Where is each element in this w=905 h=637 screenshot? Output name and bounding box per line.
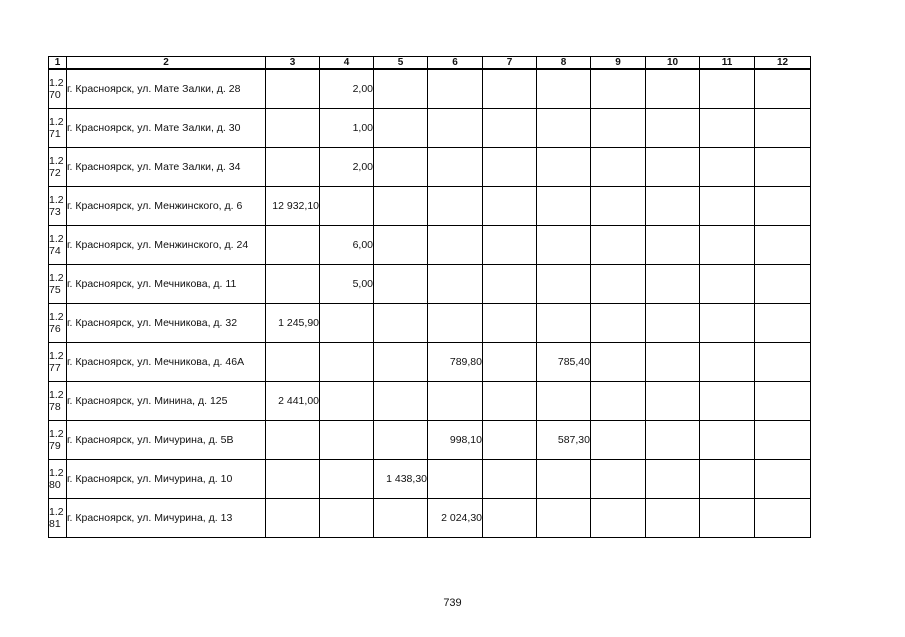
value-cell-7: [483, 109, 537, 148]
value-cell-10: [646, 265, 700, 304]
value-cell-5: [374, 226, 428, 265]
value-cell-5: [374, 187, 428, 226]
value-cell-4: 5,00: [320, 265, 374, 304]
value-cell-9: [591, 499, 646, 538]
address-cell: г. Красноярск, ул. Минина, д. 125: [67, 382, 266, 421]
value-cell-11: [700, 421, 755, 460]
value-cell-10: [646, 304, 700, 343]
row-index-top: 1.2: [49, 272, 64, 284]
address-cell: г. Красноярск, ул. Мате Залки, д. 28: [67, 69, 266, 109]
value-cell-7: [483, 421, 537, 460]
value-cell-9: [591, 343, 646, 382]
column-header-12: 12: [755, 57, 811, 70]
value-cell-4: [320, 421, 374, 460]
row-index-top: 1.2: [49, 77, 64, 89]
value-cell-11: [700, 148, 755, 187]
row-index-cell: [49, 304, 67, 343]
table-row: [49, 421, 811, 460]
table-row: [49, 343, 811, 382]
value-cell-7: [483, 69, 537, 109]
value-cell-4: [320, 304, 374, 343]
value-cell-5: [374, 421, 428, 460]
table-row: [49, 382, 811, 421]
row-index-top: 1.2: [49, 506, 64, 518]
value-cell-7: [483, 187, 537, 226]
row-index-cell: [49, 187, 67, 226]
value-cell-7: [483, 265, 537, 304]
column-header-10: 10: [646, 57, 700, 70]
column-header-2: 2: [67, 57, 266, 70]
value-cell-6: [428, 226, 483, 265]
row-index-cell: [49, 69, 67, 109]
column-header-4: 4: [320, 57, 374, 70]
value-cell-8: [537, 109, 591, 148]
value-cell-6: [428, 304, 483, 343]
value-cell-8: 587,30: [537, 421, 591, 460]
value-cell-3: [266, 226, 320, 265]
column-header-6: 6: [428, 57, 483, 70]
value-cell-3: [266, 499, 320, 538]
value-cell-9: [591, 148, 646, 187]
value-cell-7: [483, 148, 537, 187]
value-cell-11: [700, 265, 755, 304]
row-index-cell: [49, 343, 67, 382]
value-cell-11: [700, 382, 755, 421]
value-cell-3: 1 245,90: [266, 304, 320, 343]
value-cell-12: [755, 148, 811, 187]
value-cell-9: [591, 460, 646, 499]
value-cell-9: [591, 69, 646, 109]
data-table: [48, 56, 811, 538]
value-cell-4: 6,00: [320, 226, 374, 265]
table-row: [49, 69, 811, 109]
value-cell-5: 1 438,30: [374, 460, 428, 499]
value-cell-4: [320, 460, 374, 499]
page-number: 739: [443, 597, 462, 609]
row-index-bottom: 75: [49, 284, 61, 296]
column-header-11: 11: [700, 57, 755, 70]
row-index-bottom: 70: [49, 89, 61, 101]
table-row: [49, 460, 811, 499]
row-index-cell: [49, 421, 67, 460]
value-cell-10: [646, 421, 700, 460]
column-header-8: 8: [537, 57, 591, 70]
value-cell-10: [646, 69, 700, 109]
value-cell-11: [700, 343, 755, 382]
value-cell-12: [755, 343, 811, 382]
value-cell-9: [591, 421, 646, 460]
value-cell-4: 2,00: [320, 148, 374, 187]
value-cell-6: 998,10: [428, 421, 483, 460]
row-index-cell: [49, 382, 67, 421]
value-cell-3: [266, 460, 320, 499]
table-row: [49, 499, 811, 538]
value-cell-7: [483, 382, 537, 421]
value-cell-9: [591, 109, 646, 148]
value-cell-8: [537, 226, 591, 265]
value-cell-12: [755, 460, 811, 499]
value-cell-8: [537, 187, 591, 226]
value-cell-6: [428, 69, 483, 109]
value-cell-4: [320, 187, 374, 226]
value-cell-9: [591, 265, 646, 304]
value-cell-5: [374, 343, 428, 382]
value-cell-11: [700, 304, 755, 343]
value-cell-6: 789,80: [428, 343, 483, 382]
row-index-bottom: 78: [49, 401, 61, 413]
value-cell-10: [646, 148, 700, 187]
value-cell-3: [266, 265, 320, 304]
value-cell-6: [428, 265, 483, 304]
value-cell-12: [755, 265, 811, 304]
value-cell-11: [700, 499, 755, 538]
value-cell-5: [374, 109, 428, 148]
row-index-bottom: 79: [49, 440, 61, 452]
value-cell-4: 2,00: [320, 69, 374, 109]
table-body: [49, 69, 811, 538]
value-cell-5: [374, 304, 428, 343]
address-cell: г. Красноярск, ул. Мечникова, д. 11: [67, 265, 266, 304]
column-header-1: 1: [49, 57, 67, 70]
value-cell-12: [755, 226, 811, 265]
column-header-3: 3: [266, 57, 320, 70]
value-cell-10: [646, 499, 700, 538]
value-cell-8: [537, 304, 591, 343]
row-index-top: 1.2: [49, 428, 64, 440]
value-cell-5: [374, 69, 428, 109]
value-cell-6: [428, 187, 483, 226]
address-cell: г. Красноярск, ул. Мичурина, д. 13: [67, 499, 266, 538]
value-cell-7: [483, 460, 537, 499]
address-cell: г. Красноярск, ул. Менжинского, д. 6: [67, 187, 266, 226]
table-row: [49, 187, 811, 226]
row-index-top: 1.2: [49, 194, 64, 206]
value-cell-10: [646, 382, 700, 421]
row-index-top: 1.2: [49, 389, 64, 401]
row-index-cell: [49, 109, 67, 148]
value-cell-7: [483, 304, 537, 343]
value-cell-9: [591, 187, 646, 226]
column-header-7: 7: [483, 57, 537, 70]
row-index-top: 1.2: [49, 467, 64, 479]
row-index-bottom: 71: [49, 128, 61, 140]
value-cell-6: [428, 460, 483, 499]
row-index-cell: [49, 226, 67, 265]
table-row: [49, 304, 811, 343]
value-cell-4: [320, 499, 374, 538]
value-cell-8: [537, 499, 591, 538]
value-cell-3: [266, 148, 320, 187]
value-cell-5: [374, 148, 428, 187]
address-cell: г. Красноярск, ул. Мате Залки, д. 34: [67, 148, 266, 187]
row-index-top: 1.2: [49, 350, 64, 362]
value-cell-5: [374, 265, 428, 304]
value-cell-12: [755, 69, 811, 109]
row-index-bottom: 73: [49, 206, 61, 218]
header-row: [49, 57, 811, 70]
value-cell-8: [537, 265, 591, 304]
row-index-bottom: 80: [49, 479, 61, 491]
table-row: [49, 226, 811, 265]
row-index-cell: [49, 265, 67, 304]
row-index-bottom: 74: [49, 245, 61, 257]
value-cell-6: [428, 109, 483, 148]
value-cell-3: [266, 109, 320, 148]
value-cell-11: [700, 187, 755, 226]
value-cell-12: [755, 109, 811, 148]
value-cell-5: [374, 499, 428, 538]
value-cell-10: [646, 187, 700, 226]
value-cell-3: 12 932,10: [266, 187, 320, 226]
address-cell: г. Красноярск, ул. Мечникова, д. 32: [67, 304, 266, 343]
value-cell-6: [428, 148, 483, 187]
value-cell-8: [537, 69, 591, 109]
value-cell-11: [700, 460, 755, 499]
row-index-top: 1.2: [49, 116, 64, 128]
row-index-top: 1.2: [49, 311, 64, 323]
value-cell-7: [483, 499, 537, 538]
row-index-top: 1.2: [49, 155, 64, 167]
value-cell-5: [374, 382, 428, 421]
column-header-9: 9: [591, 57, 646, 70]
value-cell-7: [483, 343, 537, 382]
value-cell-11: [700, 226, 755, 265]
row-index-bottom: 76: [49, 323, 61, 335]
value-cell-3: [266, 69, 320, 109]
address-cell: г. Красноярск, ул. Мичурина, д. 5В: [67, 421, 266, 460]
value-cell-3: 2 441,00: [266, 382, 320, 421]
value-cell-8: [537, 148, 591, 187]
value-cell-11: [700, 69, 755, 109]
value-cell-3: [266, 343, 320, 382]
value-cell-4: [320, 382, 374, 421]
value-cell-10: [646, 460, 700, 499]
row-index-bottom: 81: [49, 518, 61, 530]
table-header: [49, 57, 811, 70]
address-cell: г. Красноярск, ул. Мате Залки, д. 30: [67, 109, 266, 148]
value-cell-10: [646, 343, 700, 382]
address-cell: г. Красноярск, ул. Менжинского, д. 24: [67, 226, 266, 265]
row-index-bottom: 77: [49, 362, 61, 374]
address-cell: г. Красноярск, ул. Мичурина, д. 10: [67, 460, 266, 499]
value-cell-12: [755, 304, 811, 343]
row-index-cell: [49, 460, 67, 499]
value-cell-12: [755, 382, 811, 421]
value-cell-8: [537, 382, 591, 421]
row-index-top: 1.2: [49, 233, 64, 245]
value-cell-8: 785,40: [537, 343, 591, 382]
row-index-bottom: 72: [49, 167, 61, 179]
value-cell-9: [591, 382, 646, 421]
value-cell-10: [646, 226, 700, 265]
table-row: [49, 109, 811, 148]
value-cell-6: 2 024,30: [428, 499, 483, 538]
column-header-5: 5: [374, 57, 428, 70]
row-index-cell: [49, 148, 67, 187]
value-cell-8: [537, 460, 591, 499]
address-cell: г. Красноярск, ул. Мечникова, д. 46А: [67, 343, 266, 382]
value-cell-4: [320, 343, 374, 382]
value-cell-3: [266, 421, 320, 460]
row-index-cell: [49, 499, 67, 538]
value-cell-12: [755, 421, 811, 460]
value-cell-10: [646, 109, 700, 148]
table-row: [49, 265, 811, 304]
value-cell-6: [428, 382, 483, 421]
value-cell-11: [700, 109, 755, 148]
value-cell-12: [755, 187, 811, 226]
value-cell-12: [755, 499, 811, 538]
table-row: [49, 148, 811, 187]
value-cell-9: [591, 226, 646, 265]
value-cell-9: [591, 304, 646, 343]
value-cell-7: [483, 226, 537, 265]
value-cell-4: 1,00: [320, 109, 374, 148]
